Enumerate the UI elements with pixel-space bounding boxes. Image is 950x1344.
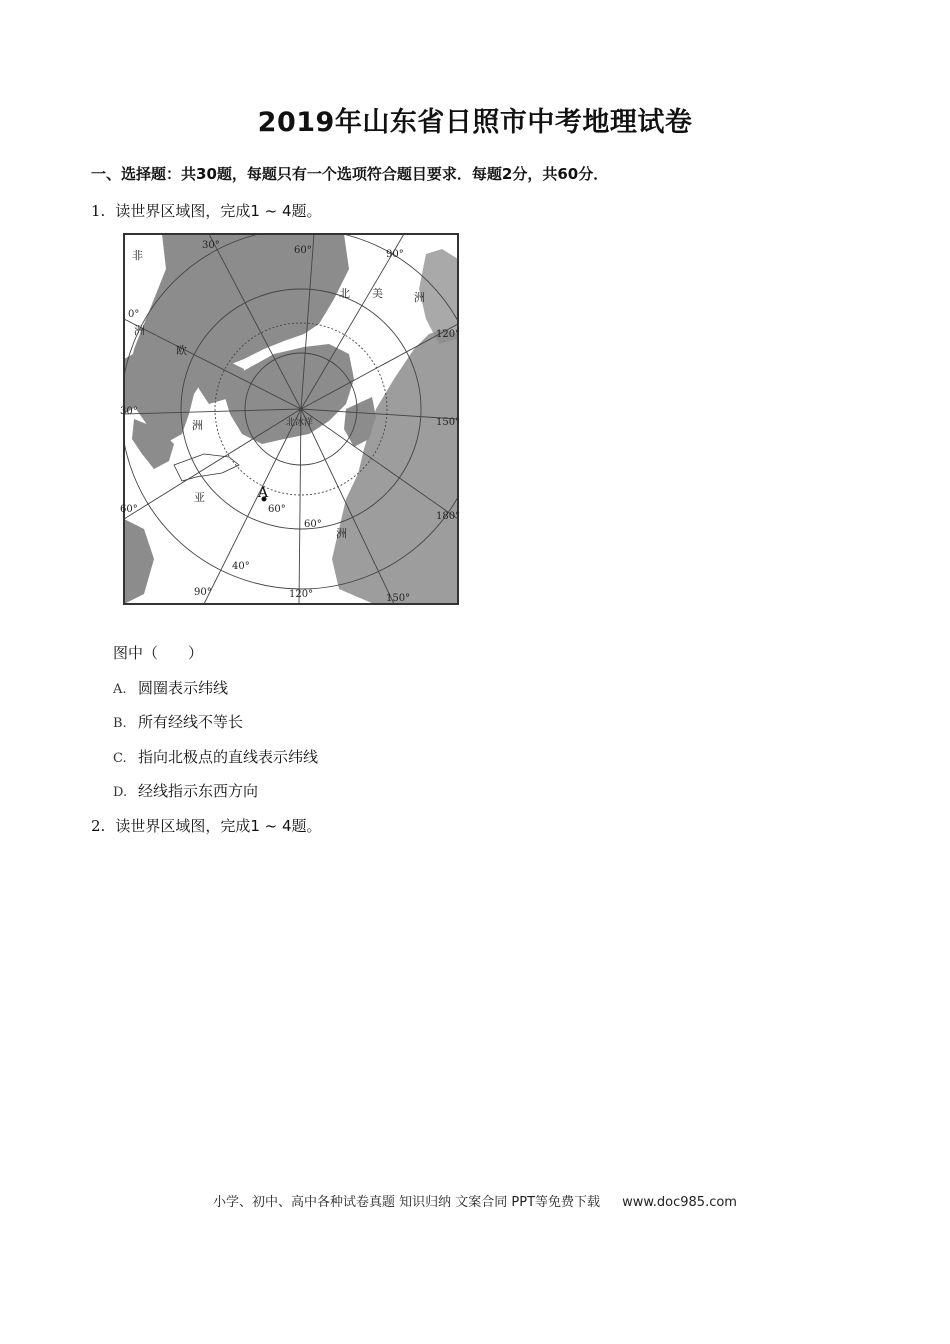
option-letter: B. bbox=[113, 716, 127, 731]
degree-label: 60° bbox=[294, 245, 312, 256]
option-letter: D. bbox=[113, 785, 128, 800]
degree-label: 180° bbox=[436, 511, 461, 522]
option-text: 经线指示东西方向 bbox=[138, 782, 259, 800]
degree-label: 120° bbox=[289, 589, 314, 600]
option-letter: A. bbox=[113, 682, 127, 697]
section-heading: 一、选择题：共30题，每题只有一个选项符合题目要求．每题2分，共60分． bbox=[91, 165, 609, 183]
degree-label: 120° bbox=[436, 329, 461, 340]
degree-label: 30° bbox=[202, 240, 220, 251]
option-text: 所有经线不等长 bbox=[138, 713, 244, 731]
region-label: 洲 bbox=[414, 291, 425, 304]
degree-label: 60° bbox=[268, 504, 286, 515]
degree-label: 30° bbox=[120, 406, 138, 417]
degree-label: 90° bbox=[194, 587, 212, 598]
region-label: 洲 bbox=[192, 419, 203, 432]
question-2 bbox=[91, 815, 322, 836]
degree-label: 60° bbox=[304, 519, 322, 530]
point-a-label: A bbox=[258, 485, 269, 501]
question-text: 读世界区域图，完成1 ~ 4题。 bbox=[115, 202, 322, 220]
degree-label: 40° bbox=[232, 561, 250, 572]
question-stem: 图中（ ） bbox=[113, 644, 204, 662]
question-number: 2. bbox=[91, 817, 106, 835]
option-a[interactable] bbox=[113, 677, 228, 698]
region-label: 洲 bbox=[134, 324, 145, 337]
region-label: 非 bbox=[132, 249, 143, 262]
region-label: 亚 bbox=[194, 491, 205, 504]
option-letter: C. bbox=[113, 751, 127, 766]
region-label: 美 bbox=[372, 287, 383, 300]
footer-text: 小学、初中、高中各种试卷真题 知识归纳 文案合同 PPT等免费下载 bbox=[213, 1195, 601, 1210]
option-text: 指向北极点的直线表示纬线 bbox=[138, 748, 319, 766]
question-number: 1. bbox=[91, 202, 106, 220]
option-text: 圆圈表示纬线 bbox=[138, 679, 229, 697]
region-label: 洲 bbox=[336, 527, 347, 540]
footer-site-link[interactable]: www.doc985.com bbox=[622, 1195, 737, 1210]
degree-label: 60° bbox=[120, 504, 138, 515]
footer bbox=[0, 1191, 950, 1210]
region-label: 北冰洋 bbox=[286, 418, 314, 428]
region-label: 欧 bbox=[176, 344, 187, 357]
degree-label: 150° bbox=[386, 593, 411, 604]
question-text: 读世界区域图，完成1 ~ 4题。 bbox=[115, 817, 322, 835]
option-c[interactable] bbox=[113, 746, 318, 767]
question-1 bbox=[91, 200, 322, 221]
degree-label: 90° bbox=[386, 249, 404, 260]
degree-label: 150° bbox=[436, 417, 461, 428]
page-title: 2019年山东省日照市中考地理试卷 bbox=[257, 107, 693, 138]
region-label: 北 bbox=[339, 287, 350, 300]
degree-label: 0° bbox=[128, 309, 140, 320]
option-d[interactable] bbox=[113, 780, 258, 801]
option-b[interactable] bbox=[113, 711, 243, 732]
polar-map-figure bbox=[114, 229, 462, 609]
